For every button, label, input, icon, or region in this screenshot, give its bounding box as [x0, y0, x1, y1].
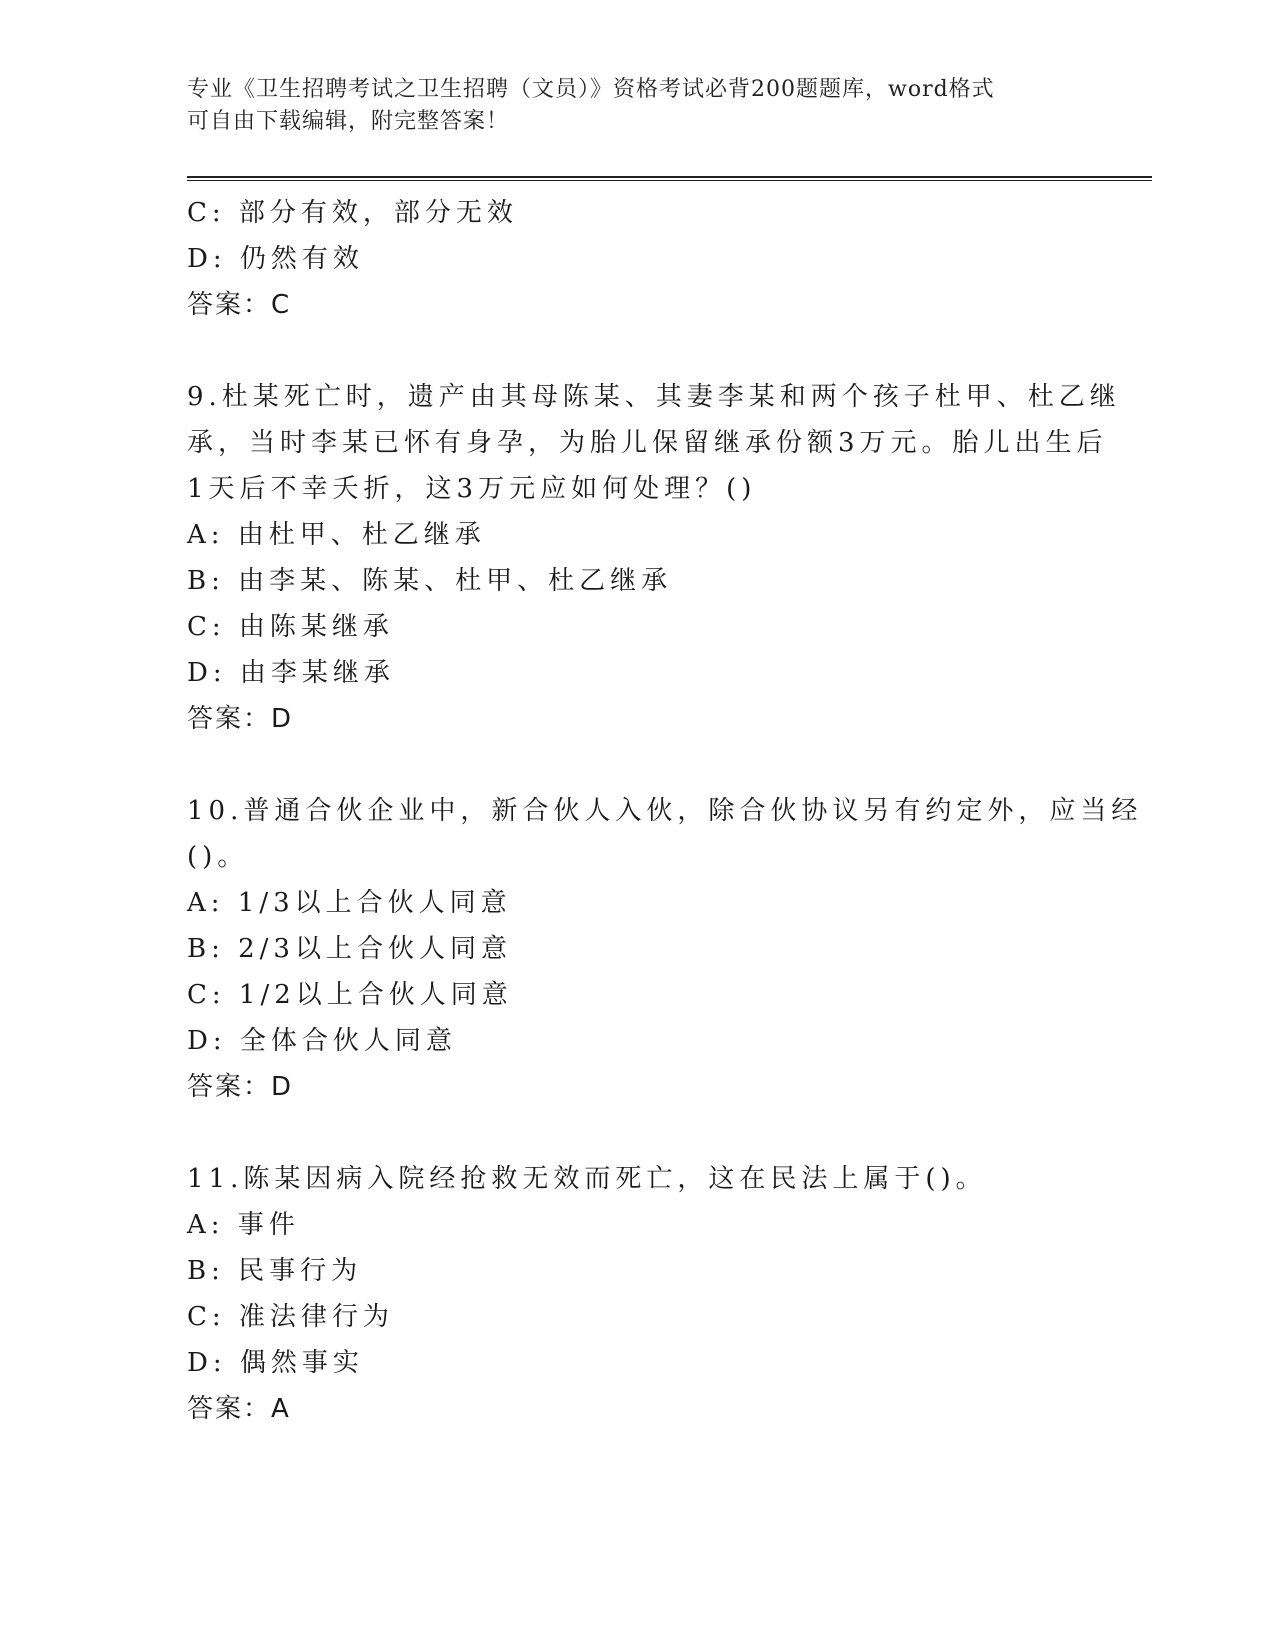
document-body	[187, 190, 1143, 1432]
question-text-line: 1天后不幸夭折，这3万元应如何处理？()	[187, 474, 757, 504]
option-c: C: 1/2以上合伙人同意	[187, 980, 513, 1010]
option-d: D: 由李某继承	[187, 658, 395, 688]
question-text-line: 10.普通合伙企业中，新合伙人入伙，除合伙协议另有约定外，应当经	[187, 796, 1143, 826]
question-text-line: 承，当时李某已怀有身孕，为胎儿保留继承份额3万元。胎儿出生后	[187, 428, 1108, 458]
option-c: C: 部分有效，部分无效	[187, 198, 518, 228]
question-text-line: ()。	[187, 842, 249, 872]
option-d: D: 全体合伙人同意	[187, 1026, 457, 1056]
question-text-line: 9.杜某死亡时，遗产由其母陈某、其妻李某和两个孩子杜甲、杜乙继	[187, 382, 1121, 412]
option-b: B: 2/3以上合伙人同意	[187, 934, 512, 964]
option-a: A: 1/3以上合伙人同意	[187, 888, 512, 918]
option-a: A: 由杜甲、杜乙继承	[187, 520, 486, 550]
option-d: D: 偶然事实	[187, 1348, 364, 1378]
option-c: C: 由陈某继承	[187, 612, 394, 642]
option-b: B: 由李某、陈某、杜甲、杜乙继承	[187, 566, 673, 596]
header-title-line-2: 可自由下载编辑，附完整答案！	[187, 109, 510, 134]
question-text-line: 11.陈某因病入院经抢救无效而死亡，这在民法上属于()。	[187, 1164, 987, 1194]
page-header	[187, 74, 1077, 138]
header-title-line-1: 专业《卫生招聘考试之卫生招聘（文员）》资格考试必背200题题库，word格式	[187, 77, 995, 102]
header-divider	[187, 176, 1152, 181]
question-block-8	[187, 190, 1087, 328]
option-b: B: 民事行为	[187, 1256, 363, 1286]
answer-line: 答案：D	[187, 704, 294, 734]
question-block-11	[187, 1156, 1087, 1432]
option-d: D: 仍然有效	[187, 244, 364, 274]
question-block-10	[187, 788, 1143, 1110]
answer-line: 答案：A	[187, 1394, 291, 1424]
answer-line: 答案：C	[187, 290, 292, 320]
answer-line: 答案：D	[187, 1072, 294, 1102]
option-c: C: 准法律行为	[187, 1302, 394, 1332]
question-block-9	[187, 374, 1121, 742]
option-a: A: 事件	[187, 1210, 300, 1240]
